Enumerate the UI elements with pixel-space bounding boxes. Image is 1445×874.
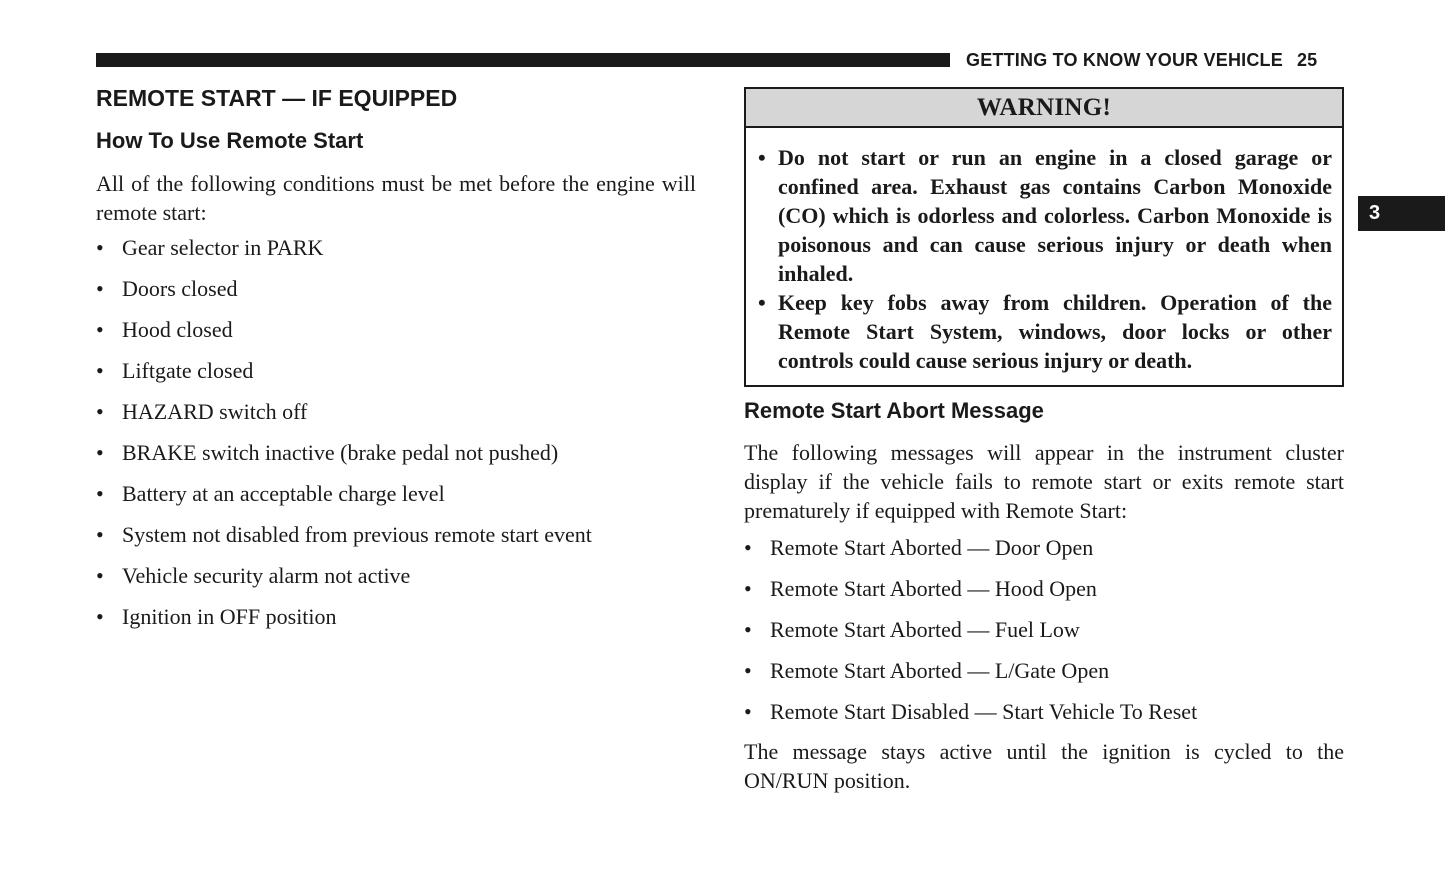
abort-messages-list xyxy=(744,533,1344,726)
warning-text: Do not start or run an engine in a closed garage or confined area. Exhaust gas contains Carbon Monoxide (CO) which is odorless and colorless. Carbon Monoxide is poisonous and can cause serious injury or death when inhaled. xyxy=(778,145,1332,286)
chapter-tab: 3 xyxy=(1358,196,1445,231)
conditions-list xyxy=(96,233,696,631)
abort-message-text: Remote Start Aborted — L/Gate Open xyxy=(770,658,1110,683)
subheading-how-to-use: How To Use Remote Start xyxy=(96,128,364,153)
condition-text: Doors closed xyxy=(122,276,238,301)
condition-text: System not disabled from previous remote start event xyxy=(122,522,592,547)
bullet: • xyxy=(96,399,104,424)
bullet: • xyxy=(96,276,104,301)
bullet: • xyxy=(758,290,766,315)
condition-text: BRAKE switch inactive (brake pedal not pushed) xyxy=(122,440,559,465)
warning-box xyxy=(744,87,1344,387)
bullet: • xyxy=(744,617,752,642)
list-item xyxy=(96,520,696,549)
section-title: REMOTE START — IF EQUIPPED xyxy=(96,85,458,111)
abort-message-text: Remote Start Aborted — Fuel Low xyxy=(770,617,1080,642)
list-item xyxy=(744,574,1344,603)
page-number: 25 xyxy=(1296,50,1318,70)
list-item xyxy=(744,533,1344,562)
bullet: • xyxy=(96,604,104,629)
abort-message-text: Remote Start Disabled — Start Vehicle To Reset xyxy=(770,699,1198,724)
warning-text: Keep key fobs away from children. Operation of the Remote Start System, windows, door locks or other controls could cause serious injury or death. xyxy=(778,290,1332,373)
warning-item xyxy=(758,288,1332,375)
abort-message-text: Remote Start Aborted — Door Open xyxy=(770,535,1094,560)
bullet: • xyxy=(96,358,104,383)
condition-text: HAZARD switch off xyxy=(122,399,308,424)
list-item xyxy=(744,615,1344,644)
bullet: • xyxy=(744,576,752,601)
list-item xyxy=(96,274,696,303)
list-item xyxy=(96,356,696,385)
closing-paragraph: The message stays active until the ignition is cycled to the ON/RUN position. xyxy=(744,739,1344,793)
warning-item xyxy=(758,143,1332,288)
abort-message-text: Remote Start Aborted — Hood Open xyxy=(770,576,1097,601)
list-item xyxy=(96,479,696,508)
bullet: • xyxy=(96,235,104,260)
conditions-intro: All of the following conditions must be met before the engine will remote start: xyxy=(96,171,696,225)
running-header xyxy=(966,50,1317,71)
bullet: • xyxy=(744,535,752,560)
condition-text: Vehicle security alarm not active xyxy=(122,563,411,588)
header-rule xyxy=(96,53,950,67)
list-item xyxy=(96,397,696,426)
bullet: • xyxy=(758,145,766,170)
running-title: GETTING TO KNOW YOUR VEHICLE xyxy=(966,50,1283,70)
left-column xyxy=(96,80,696,643)
warning-title: WARNING! xyxy=(746,89,1342,128)
list-item xyxy=(744,697,1344,726)
bullet: • xyxy=(96,317,104,342)
bullet: • xyxy=(744,699,752,724)
condition-text: Battery at an acceptable charge level xyxy=(122,481,445,506)
warning-list xyxy=(746,128,1342,385)
abort-intro: The following messages will appear in the instrument cluster display if the vehicle fails to remote start or exits remote start prematurely if equipped with Remote Start: xyxy=(744,440,1344,523)
bullet: • xyxy=(96,563,104,588)
right-column xyxy=(744,87,1344,795)
subheading-abort-message: Remote Start Abort Message xyxy=(744,398,1044,423)
list-item xyxy=(744,656,1344,685)
bullet: • xyxy=(96,440,104,465)
condition-text: Gear selector in PARK xyxy=(122,235,324,260)
condition-text: Hood closed xyxy=(122,317,233,342)
list-item xyxy=(96,438,696,467)
bullet: • xyxy=(96,481,104,506)
condition-text: Ignition in OFF position xyxy=(122,604,337,629)
list-item xyxy=(96,233,696,262)
condition-text: Liftgate closed xyxy=(122,358,254,383)
bullet: • xyxy=(96,522,104,547)
list-item xyxy=(96,315,696,344)
bullet: • xyxy=(744,658,752,683)
list-item xyxy=(96,561,696,590)
list-item xyxy=(96,602,696,631)
